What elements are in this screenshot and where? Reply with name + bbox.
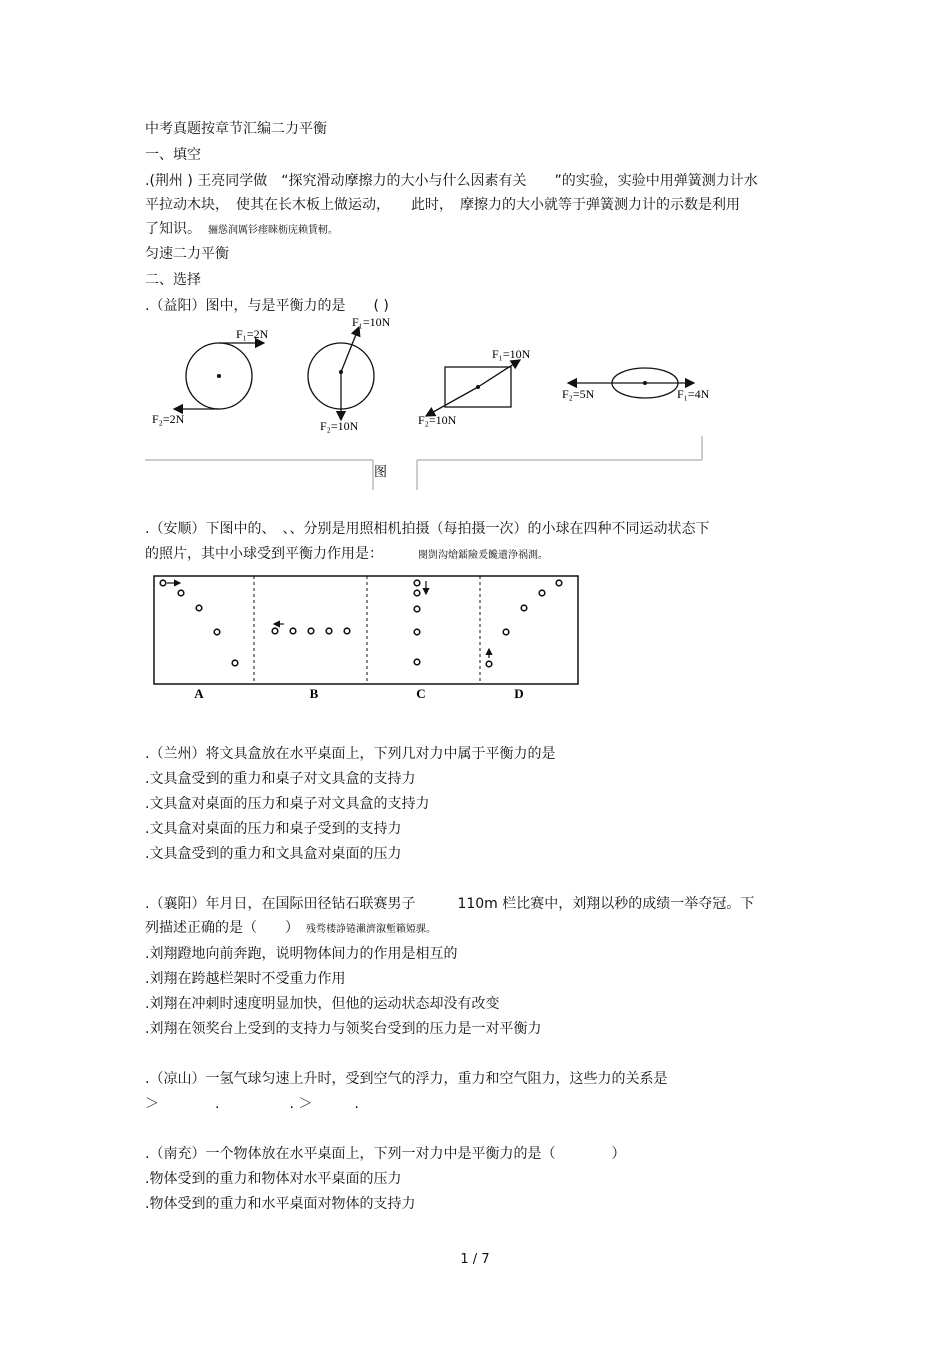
q7-option: .物体受到的重力和水平桌面对物体的支持力 (145, 1196, 416, 1212)
q4-option: .文具盒受到的重力和桌子对文具盒的支持力 (145, 771, 416, 787)
q4-option: .文具盒对桌面的压力和桌子对文具盒的支持力 (145, 796, 430, 812)
q1-noise: 骊慫润厲钐瘗睞枥庑赖賃軔。 (208, 225, 338, 236)
diagram-d-right-label: F₁=4N (677, 387, 710, 401)
q3-line2 (145, 545, 548, 565)
diagram-d-left-label: F₂=5N (562, 387, 595, 401)
page-number: 1 / 7 (460, 1252, 490, 1267)
panel-label-d: D (514, 686, 524, 701)
q4-option: .文具盒受到的重力和文具盒对桌面的压力 (145, 846, 402, 862)
q1-line3-text: 了知识。 (145, 221, 194, 237)
panel-d (486, 580, 562, 667)
panel-label-c: C (416, 686, 426, 701)
q1-line1: .(荆州 ) 王亮同学做 “探究滑动摩擦力的大小与什么因素有关 ”的实验，实验中用弹簧测力计水 (145, 173, 758, 189)
q6-line1: .（凉山）一氢气球匀速上升时，受到空气的浮力，重力和空气阻力，这些力的关系是 (145, 1071, 668, 1087)
panel-label-b: B (309, 686, 319, 701)
diagram-b-top-label: F₁=10N (352, 315, 391, 329)
q4-option: .文具盒对桌面的压力和桌子受到的支持力 (145, 821, 402, 837)
q3-line1: .（安顺）下图中的、 、、分别是用照相机拍摄（每拍摄一次）的小球在四种不同运动状态下 (145, 521, 710, 537)
q6-line2: ＞ . . ＞ . (145, 1096, 359, 1112)
diagram-d (562, 368, 710, 401)
panel-b (272, 624, 350, 634)
diagram-a-bottom-label: F₂=2N (152, 412, 185, 426)
q5-option: .刘翔在领奖台上受到的支持力与领奖台受到的压力是一对平衡力 (145, 1021, 542, 1037)
section-fill-heading: 一、填空 (145, 147, 201, 163)
force-diagram-figure (140, 312, 720, 492)
q5-noise: 残骛楼諍锩瀨濟溆塹籟婭骒。 (306, 924, 436, 935)
q1-line3 (145, 220, 338, 240)
q5-option: .刘翔蹬地向前奔跑，说明物体间力的作用是相互的 (145, 946, 458, 962)
diagram-c-bottom-label: F₂=10N (418, 413, 457, 427)
q5-option: .刘翔在冲刺时速度明显加快，但他的运动状态却没有改变 (145, 996, 500, 1012)
q2-text: .（益阳）图中，与是平衡力的是 ( ) (145, 298, 389, 314)
diagram-a (152, 327, 269, 426)
q1-line2: 平拉动木块， 使其在长木板上做运动， 此时， 摩擦力的大小就等于弹簧测力计的示数是利用 (145, 197, 740, 213)
q3-noise: 閿剴沟熗鐳險爰饞遺浄祸測。 (418, 550, 548, 561)
q5-line2-text: 列描述正确的是（ ） (145, 920, 292, 936)
diagram-b (308, 315, 391, 433)
panel-label-a: A (194, 686, 204, 701)
panel-a (160, 580, 238, 666)
q5-option: .刘翔在跨越栏架时不受重力作用 (145, 971, 346, 987)
q7-option: .物体受到的重力和物体对水平桌面的压力 (145, 1171, 402, 1187)
section-choice-heading: 二、选择 (145, 272, 201, 288)
diagram-c (418, 347, 531, 427)
ball-motion-figure (148, 572, 588, 707)
figure-caption: 图 (374, 465, 388, 480)
diagram-c-top-label: F₁=10N (492, 347, 531, 361)
q5-line2 (145, 919, 436, 939)
q3-line2-text: 的照片，其中小球受到平衡力作用是： (145, 546, 376, 562)
q4-text: .（兰州）将文具盒放在水平桌面上，下列几对力中属于平衡力的是 (145, 746, 556, 762)
diagram-b-bottom-label: F₂=10N (320, 419, 359, 433)
doc-title: 中考真题按章节汇编二力平衡 (145, 121, 327, 137)
q5-line1: .（襄阳）年月日，在国际田径钻石联赛男子 110m 栏比赛中，刘翔以秒的成绩一举夺冠。下 (145, 896, 755, 912)
q7-text: .（南充）一个物体放在水平桌面上，下列一对力中是平衡力的是（ ） (145, 1146, 626, 1162)
panel-c (414, 580, 426, 665)
q1-answer: 匀速二力平衡 (145, 246, 229, 262)
diagram-a-top-label: F₁=2N (236, 327, 269, 341)
